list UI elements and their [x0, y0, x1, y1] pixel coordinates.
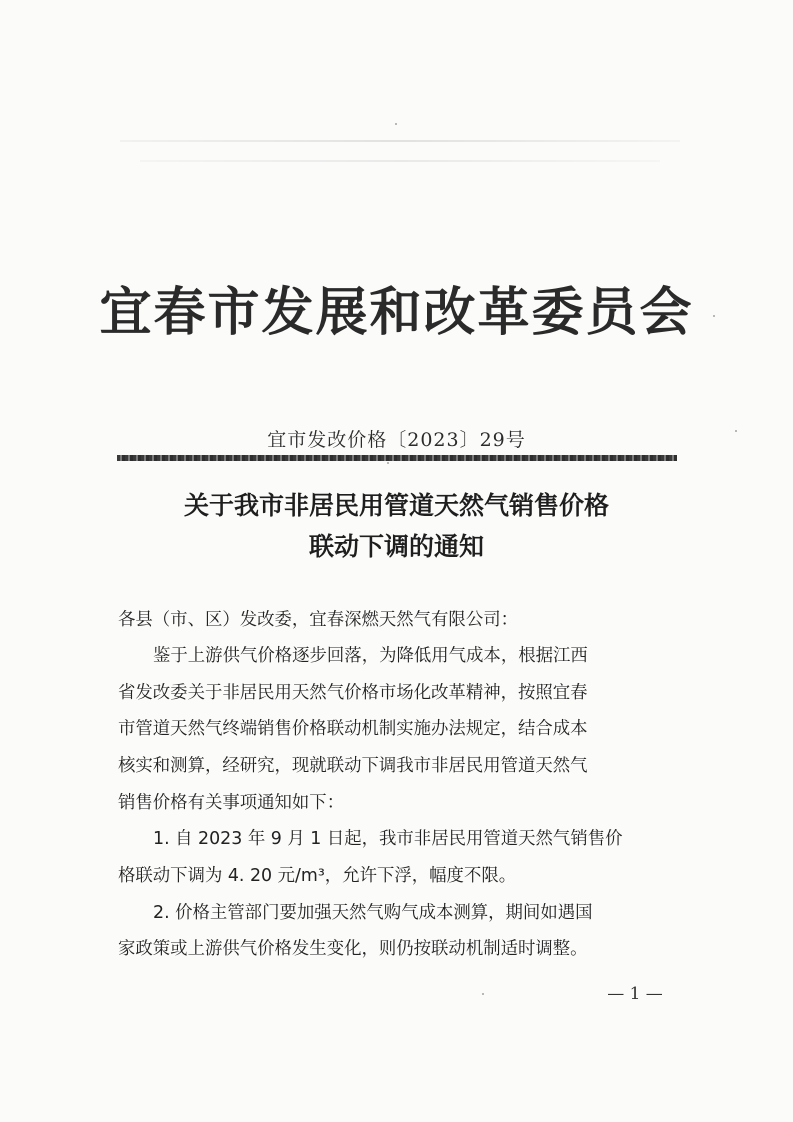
scan-speck — [735, 430, 737, 432]
scan-speck — [713, 315, 715, 317]
addressee: 各县（市、区）发改委，宜春深燃天然气有限公司： — [118, 610, 518, 630]
list-item-2-line: 家政策或上游供气价格发生变化，则仍按联动机制适时调整。 — [118, 939, 588, 959]
scan-speck — [482, 993, 484, 995]
notice-title-line-2: 联动下调的通知 — [308, 532, 484, 561]
scan-artifact — [120, 140, 680, 142]
page-number: — 1 — — [607, 984, 663, 1004]
list-item-2-line: 2. 价格主管部门要加强天然气购气成本测算，期间如遇国 — [153, 903, 593, 923]
scan-speck — [387, 462, 389, 464]
notice-title-line-1: 关于我市非居民用管道天然气销售价格 — [183, 491, 609, 520]
paragraph-line: 市管道天然气终端销售价格联动机制实施办法规定，结合成本 — [118, 719, 588, 739]
scan-artifact — [140, 160, 660, 162]
paragraph-line: 鉴于上游供气价格逐步回落，为降低用气成本，根据江西 — [153, 646, 588, 666]
agency-title: 宜春市发展和改革委员会 — [99, 282, 694, 343]
list-item-1-line: 格联动下调为 4. 20 元/m³，允许下浮，幅度不限。 — [118, 866, 517, 886]
document-number: 宜市发改价格〔2023〕29号 — [267, 429, 526, 451]
paragraph-line: 省发改委关于非居民用天然气价格市场化改革精神，按照宜春 — [118, 683, 588, 703]
scan-speck — [395, 123, 397, 125]
list-item-1-line: 1. 自 2023 年 9 月 1 日起，我市非居民用管道天然气销售价 — [153, 829, 623, 849]
paragraph-line: 销售价格有关事项通知如下： — [118, 793, 345, 813]
paragraph-line: 核实和测算，经研究，现就联动下调我市非居民用管道天然气 — [118, 756, 588, 776]
header-divider — [117, 455, 677, 461]
